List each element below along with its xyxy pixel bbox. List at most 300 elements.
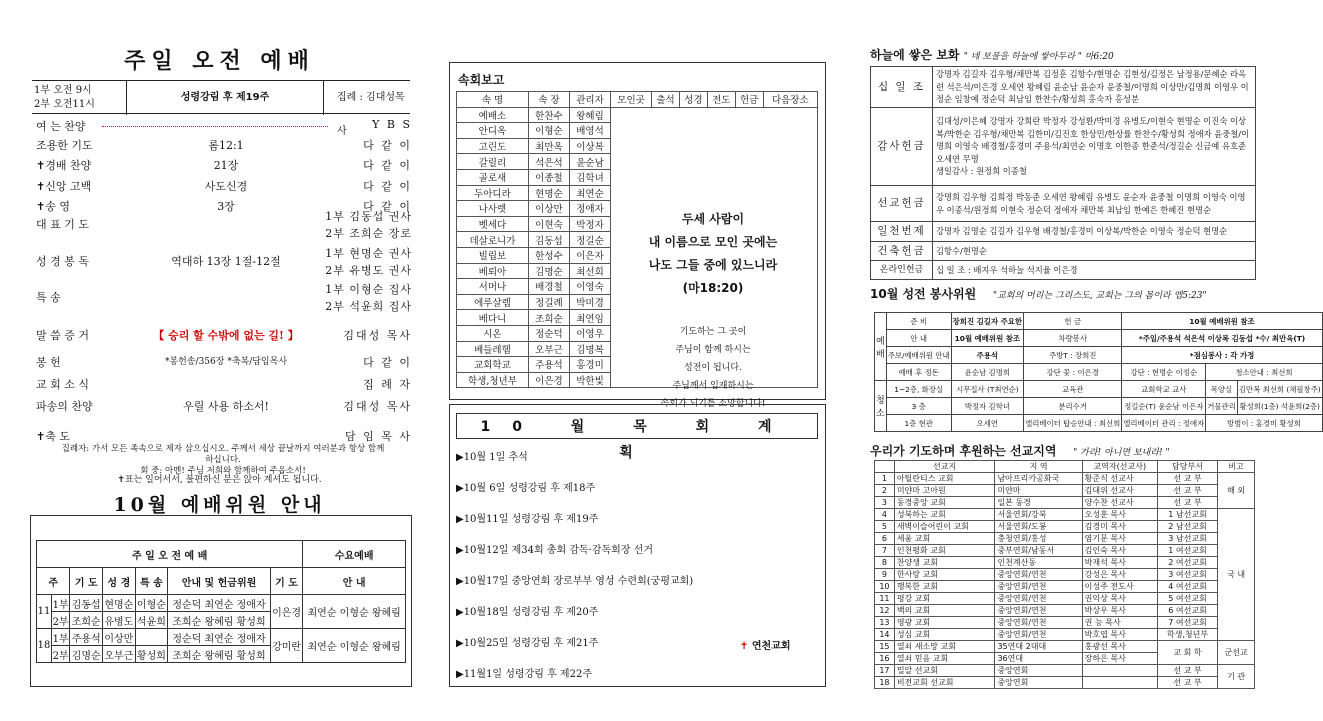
duty-wed-pray: 이은경 (270, 595, 303, 629)
duty-frame (30, 515, 412, 687)
cell-group-cell: 이상복 (569, 138, 610, 154)
mission-cell: 밀알 선교회 (894, 665, 995, 677)
offering-row (871, 67, 1256, 108)
mission-row (875, 521, 1255, 533)
mission-row (875, 509, 1255, 521)
row-label: 특 송 (36, 291, 61, 304)
mission-cell: 영광 교회 (894, 617, 995, 629)
serve-cell: 강단 : 현명순 이정순 (1122, 364, 1206, 381)
prayer-line-2: 주님이 함께 하시는 (675, 345, 751, 355)
mission-cell: 7 여선교회 (1157, 617, 1217, 629)
cell-group-cell: 예배소 (457, 107, 529, 123)
mission-cell: 중부연회/남동서 (995, 545, 1082, 557)
duty-cell: 황성희 (135, 646, 168, 663)
cell-group-cell: 골로새 (457, 169, 529, 185)
duty-cell: 이형순 (135, 595, 168, 612)
cell-group-cell: 윤순남 (569, 154, 610, 170)
mission-cell: 35연대 2대대 (995, 641, 1082, 653)
serve-cell: *점심봉사 : 각 가정 (1122, 347, 1322, 364)
time-first: 1부 오전 9시 (34, 85, 92, 96)
serve-cell: 10월 예배위원 참조 (951, 330, 1023, 347)
duty-cell: 정순덕 최연순 정애자 (168, 595, 271, 612)
mission-cell: 선 교 부 (1157, 665, 1217, 677)
mission-cell: 비전교회 선교회 (894, 677, 995, 689)
serve-row (875, 415, 1323, 432)
offering-row (871, 222, 1256, 242)
mission-cell: 11 (875, 593, 895, 605)
offering-names: 김항수/현명순 (933, 242, 1256, 261)
duty-cell: 조희순 (70, 612, 103, 629)
duty-title: 10월 예배위원 안내 (113, 494, 326, 516)
cell-group-cell: 이영우 (569, 325, 610, 341)
prayer-line-1: 기도하는 그 곳이 (679, 327, 747, 337)
cell-group-cell: 박정자 (569, 216, 610, 232)
mission-cell: 10 (875, 581, 895, 593)
row-person: 다 같 이 (363, 139, 412, 152)
worship-column (22, 0, 417, 721)
serve-cell: 10월 예배위원 참조 (1122, 313, 1322, 330)
mission-cell: 박재석 목사 (1082, 557, 1157, 569)
mission-cell: 오성훈 목사 (1082, 509, 1157, 521)
plan-item: ▶10월 6일 성령강림 후 제18주 (456, 483, 596, 494)
cell-group-cell: 한성수 (528, 247, 569, 263)
cell-group-cell: 정길순 (569, 232, 610, 248)
duty-wed-usher: 최연순 이형순 왕혜림 (303, 595, 406, 629)
serve-cell: 김만복 최선희 (채필창주) (1237, 381, 1322, 398)
cell-group-cell: 정애자 (569, 201, 610, 217)
cell-group-cell: 갈릴리 (457, 154, 529, 170)
cell-group-cell: 이현숙 (528, 216, 569, 232)
serve-side-worship: 예 배 (875, 313, 887, 381)
mission-note-gunseon: 군선교 (1218, 641, 1255, 665)
serve-row (875, 398, 1323, 415)
offering-names: 강명자 김명순 김길자 김우형 배경철/홍경미 이상복/박한순 이영숙 정순덕 현명순 (933, 222, 1256, 242)
scripture-verse (628, 208, 798, 300)
duty-cell: 주용석 (70, 629, 103, 646)
offering-kind: 일천번제 (871, 222, 933, 242)
mission-cell: 미얀마 (995, 485, 1082, 497)
serve-cell: 정길순(T) 윤순남 이은자 (1122, 398, 1206, 415)
row-person: 집 례 자 (363, 378, 412, 391)
mission-cell: 미얀마 고아원 (894, 485, 995, 497)
serve-row (875, 381, 1323, 398)
cell-group-cell: 벳세다 (457, 216, 529, 232)
serve-row (875, 313, 1323, 330)
mission-note-domestic: 국 내 (1218, 509, 1255, 641)
blessing-line-2: 회 중: 아멘! 주님 저희와 함께하여 주옵소서! (140, 466, 306, 476)
cell-group-cell: 이은자 (569, 247, 610, 263)
mission-cell: 7 (875, 545, 895, 557)
row-label: 말 씀 증 거 (36, 329, 89, 342)
mission-row (875, 617, 1255, 629)
mission-cell: 김경미 목사 (1082, 521, 1157, 533)
mission-cell: 4 여선교회 (1157, 581, 1217, 593)
duty-week: 11 (37, 595, 52, 629)
mission-cell: 선 교 부 (1157, 497, 1217, 509)
church-logo (740, 637, 791, 652)
cell-group-cell: 학생,청년부 (457, 372, 529, 388)
mission-cell: 3 남선교회 (1157, 533, 1217, 545)
cell-group-cell: 고린도 (457, 138, 529, 154)
mission-cell: 남아프리카공화국 (995, 473, 1082, 485)
serve-cell: 강단 꽃 : 이은경 (1024, 364, 1122, 381)
plan-item: ▶10월25일 성령강림 후 제21주 (456, 638, 599, 649)
service-times (34, 84, 95, 112)
time-second: 2부 오전11시 (34, 99, 95, 110)
duty-cell: 정순덕 최연순 정애자 (168, 629, 271, 646)
mission-row (875, 593, 1255, 605)
mission-cell: 중앙연회/연천 (995, 593, 1082, 605)
mission-row (875, 545, 1255, 557)
mission-row (875, 485, 1255, 497)
mission-cell: 선 교 부 (1157, 473, 1217, 485)
col-wed-usher: 안 내 (303, 568, 406, 595)
serve-row (875, 347, 1323, 364)
mission-cell: 13 (875, 617, 895, 629)
cell-group-column (449, 0, 829, 721)
mission-cell: 2 여선교회 (1157, 557, 1217, 569)
cell-group-cell: 최연순 (569, 185, 610, 201)
plan-item: ▶10월12일 제34회 총회 감독·감독회장 선거 (456, 545, 653, 556)
mission-row (875, 581, 1255, 593)
row-person: 2부 석윤희 집사 (325, 300, 412, 313)
col-bible: 성 경 (103, 568, 136, 595)
worship-row (36, 398, 412, 428)
cell-group-cell: 데살로니가 (457, 232, 529, 248)
row-label: ✝신앙 고백 (36, 180, 92, 193)
serve-cell: 윤순남 김명희 (951, 364, 1023, 381)
cell-group-cell: 배경철 (528, 279, 569, 295)
plan-item: ▶11월1일 성령강림 후 제22주 (456, 669, 592, 680)
mission-cell: 백의 교회 (894, 605, 995, 617)
cell-group-cell: 이영숙 (569, 279, 610, 295)
mission-cell: 18 (875, 677, 895, 689)
mission-cell: 1 여선교회 (1157, 545, 1217, 557)
offering-row (871, 186, 1256, 222)
cell-group-cell: 이종철 (528, 169, 569, 185)
serve-cell: 엘리베이터 탑승안내 : 최선희 (1024, 415, 1122, 432)
serve-cell: 안 내 (886, 330, 951, 347)
row-person: 다 같 이 (363, 356, 412, 369)
serve-cell: 헌 금 (1024, 313, 1122, 330)
mission-cell: 권익상 목사 (1082, 593, 1157, 605)
mission-note-agency: 기 관 (1218, 665, 1255, 689)
offering-kind: 십 일 조 (871, 67, 933, 108)
cell-col-header: 다음장소 (763, 92, 817, 108)
cell-group-cell: 배영석 (569, 123, 610, 139)
row-label: 여 는 찬양 (36, 120, 86, 133)
duty-week: 18 (37, 629, 52, 663)
duty-sunday-header: 주 일 오 전 예 배 (37, 541, 303, 568)
cell-report-frame (449, 62, 826, 409)
offering-verse: " 네 보물을 하늘에 쌓아두라 " 마6:20 (963, 52, 1114, 62)
cell-group-cell: 주용석 (528, 357, 569, 373)
serve-cell: 3 층 (886, 398, 951, 415)
cell-group-cell: 최선희 (569, 263, 610, 279)
standing-note: ✝표는 일어서서, 불편하신 분은 앉아 계셔도 됩니다. (117, 475, 322, 485)
mission-cell: 열쇠 믿음 교회 (894, 653, 995, 665)
cell-group-cell: 김명복 (569, 341, 610, 357)
mission-row (875, 605, 1255, 617)
mission-cell: 김대위 선교사 (1082, 485, 1157, 497)
serve-cell: 예배 후 정돈 (886, 364, 951, 381)
cell-group-cell: 홍경미 (569, 357, 610, 373)
cell-col-header: 모인곳 (611, 92, 652, 108)
serve-cell: 주보/예배위원 안내 (886, 347, 951, 364)
mission-cell: 중앙연회 (995, 665, 1082, 677)
serve-cell: 엘리베이터 관리 : 정애자 (1122, 415, 1206, 432)
mission-col-header (875, 461, 895, 473)
serve-verse: "교회의 머리는 그리스도, 교회는 그의 몸이라 엡5:23" (992, 291, 1207, 301)
mission-cell: 8 (875, 557, 895, 569)
serve-cell: 목양실 (1206, 381, 1238, 398)
mission-cell: 서울연회/강북 (995, 509, 1082, 521)
offering-row (871, 261, 1256, 280)
offering-heading: 하늘에 쌓은 보화 (870, 48, 960, 62)
col-usher: 안내 및 헌금위원 (168, 568, 271, 595)
mission-cell: 17 (875, 665, 895, 677)
mission-cell: 세움 교회 (894, 533, 995, 545)
cell-group-cell: 김학녀 (569, 169, 610, 185)
mission-cell: 박호엽 목사 (1082, 629, 1157, 641)
cell-col-header: 전도 (707, 92, 735, 108)
offering-names: 강명희 김우형 김희정 박동준 오세연 왕혜림 유병도 윤순자 윤중철 이명희 이영숙 이영우 이종석/원정희 이현숙 정순덕 정애자 채만복 최남임 한예은 한혜진 현명순 (933, 186, 1256, 222)
row-label: 봉 헌 (36, 356, 61, 369)
offering-title (870, 46, 1114, 63)
row-person: Y B S (372, 118, 412, 131)
cell-group-cell: 나사렛 (457, 201, 529, 217)
mission-cell: 15 (875, 641, 895, 653)
row-content: 【 승리 할 수밖에 없는 길! 】 (153, 329, 299, 342)
mission-cell: 일본 동경 (995, 497, 1082, 509)
row-label: 파송의 찬양 (36, 400, 93, 413)
duty-cell: 석윤희 (135, 612, 168, 629)
prayer-message (628, 323, 798, 413)
worship-row (36, 327, 412, 357)
cell-col-header: 출석 (652, 92, 680, 108)
cell-group-cell: 이형순 (528, 123, 569, 139)
mission-cell: 학생,청년부 (1157, 629, 1217, 641)
mission-col-header: 지 역 (995, 461, 1082, 473)
blessing-line: 집례자: 가서 모든 족속으로 제자 삼으십시오. 주께서 세상 끝날까지 여러분과 항상 함께하십니다. (61, 444, 385, 465)
row-label: ✝경배 찬양 (36, 159, 92, 172)
col-week: 주 (37, 568, 70, 595)
mission-cell: 중앙연회/연천 (995, 617, 1082, 629)
mission-cell: 인천평화 교회 (894, 545, 995, 557)
mission-cell: 성심 교회 (894, 629, 995, 641)
serve-heading: 10월 성전 봉사위원 (870, 287, 977, 301)
mission-verse: " 가라! 아니면 보내라! " (1073, 448, 1170, 458)
row-person: 2부 유병도 권사 (325, 264, 412, 277)
col-pray: 기 도 (70, 568, 103, 595)
duty-cell: 1부 (51, 629, 70, 646)
row-label: 조용한 기도 (36, 139, 93, 152)
mission-cell: 6 (875, 533, 895, 545)
duty-cell: 오부근 (103, 646, 136, 663)
duty-cell: 2부 (51, 646, 70, 663)
verse-line-3: 나도 그들 중에 있느니라 (648, 258, 778, 272)
row-content: 사도신경 (204, 180, 248, 193)
cell-group-row (457, 107, 818, 123)
mission-cell: 중앙연회/연천 (995, 569, 1082, 581)
mission-cell: 14 (875, 629, 895, 641)
mission-cell: 장하은 목사 (1082, 653, 1157, 665)
cell-group-cell: 안디옥 (457, 123, 529, 139)
serve-cell: 황성희(1층) 석윤희(2층) (1237, 398, 1322, 415)
worship-row (36, 283, 412, 319)
mission-cell: 염기문 목사 (1082, 533, 1157, 545)
row-label: 대 표 기 도 (36, 218, 89, 231)
mission-cell: 9 (875, 569, 895, 581)
mission-cell: 5 여선교회 (1157, 593, 1217, 605)
mission-row (875, 677, 1255, 689)
church-name: 연천교회 (751, 641, 791, 652)
cell-group-cell: 왕혜림 (569, 107, 610, 123)
row-content: 21장 (213, 159, 239, 172)
cell-group-cell: 최연임 (569, 310, 610, 326)
mission-cell: 중앙연회/연천 (995, 629, 1082, 641)
serve-cell: *주일/주용석 석은석 이상복 김동섭 *수/ 최만옥(T) (1122, 330, 1322, 347)
mission-col-header: 비고 (1218, 461, 1255, 473)
mission-cell: 중앙연회/연천 (995, 605, 1082, 617)
cell-group-cell: 에루살렘 (457, 294, 529, 310)
duty-cell: 현명순 (103, 595, 136, 612)
offering-table (870, 66, 1256, 280)
mission-cell: 6 여선교회 (1157, 605, 1217, 617)
plan-item: ▶10월17일 중앙연회 장로부부 영성 수련회(궁평교회) (456, 576, 694, 587)
worship-row (36, 247, 412, 283)
offering-names: 김대성/이은혜 강명자 강희란 박정자 강성환/박미경 유병도/이현숙 현명순 이진숙 이상복/박한순 김우형/채만복 김한미/김진호 한상민/한상률 한찬수/황성희 정애자 윤중철/이명희 이영숙 배경철/홍경미 주용석/최연순 이명호 이한종 한준석/정길순 신금예 유호준 오세연 무명 생일감사 : 원정희 이종철 (933, 108, 1256, 186)
cell-col-header: 헌금 (735, 92, 763, 108)
cell-group-cell: 정순덕 (528, 325, 569, 341)
mission-cell: 권 능 목사 (1082, 617, 1157, 629)
pastoral-plan-title: 10 월 목 회 계 획 (456, 413, 818, 439)
cell-group-cell: 최만옥 (528, 138, 569, 154)
serve-cell: 교육관 (1024, 381, 1122, 398)
cell-group-cell: 현명순 (528, 185, 569, 201)
plan-item: ▶10월18일 성령강림 후 제20주 (456, 607, 599, 618)
verse-line-1: 두세 사람이 (681, 212, 745, 226)
offering-column (870, 0, 1321, 721)
mission-title-row (870, 442, 1170, 459)
duty-cell: 1부 (51, 595, 70, 612)
duty-cell: 조희순 왕혜림 황성희 (168, 612, 271, 629)
worship-row (36, 210, 412, 246)
mission-cell: 한사랑 교회 (894, 569, 995, 581)
mission-cell (1082, 665, 1157, 677)
mission-row (875, 569, 1255, 581)
row-person: 2부 조희순 장로 (325, 227, 412, 240)
serve-cell: 청소안내 : 최선희 (1206, 364, 1322, 381)
mission-row (875, 665, 1255, 677)
verse-ref: (마18:20) (682, 281, 744, 295)
cell-col-header: 속 명 (457, 92, 529, 108)
cell-group-cell: 교회학교 (457, 357, 529, 373)
cell-group-cell: 김동섭 (528, 232, 569, 248)
mission-cell: 3 여선교회 (1157, 569, 1217, 581)
row-person: 다 같 이 (363, 180, 412, 193)
mission-cell: 3 (875, 497, 895, 509)
duty-row (37, 595, 406, 612)
offering-kind: 온라인헌금 (871, 261, 933, 280)
cell-group-cell: 이상만 (528, 201, 569, 217)
cell-group-cell: 정길례 (528, 294, 569, 310)
mission-cell (1082, 677, 1157, 689)
duty-cell: 유병도 (103, 612, 136, 629)
serve-cell: 거물관리 (1206, 398, 1238, 415)
cell-col-header: 관리자 (569, 92, 610, 108)
serve-cell: 분리수거 (1024, 398, 1122, 415)
offering-kind: 건축헌금 (871, 242, 933, 261)
mission-row (875, 533, 1255, 545)
cell-group-cell: 시온 (457, 325, 529, 341)
mission-cell: 황준식 선교사 (1082, 473, 1157, 485)
mission-cell: 5 (875, 521, 895, 533)
serve-side-clean: 청 소 (875, 381, 887, 432)
cell-group-cell: 베다니 (457, 310, 529, 326)
mission-cell: 2 (875, 485, 895, 497)
mission-cell: 4 (875, 509, 895, 521)
duty-cell (135, 629, 168, 646)
row-person: 다 같 이 (363, 159, 412, 172)
mission-cell: 인천계산동 (995, 557, 1082, 569)
row-person: 1부 이형순 집사 (325, 283, 412, 296)
serve-row (875, 330, 1323, 347)
cell-group-cell: 박미경 (569, 294, 610, 310)
cell-group-cell: 베들레헴 (457, 341, 529, 357)
row-person: 1부 현명순 권사 (325, 247, 412, 260)
mission-row (875, 629, 1255, 641)
mission-cell: 충청연회/홍성 (995, 533, 1082, 545)
mission-row (875, 473, 1255, 485)
cell-group-cell: 오부근 (528, 341, 569, 357)
mission-cell: 동경중앙 교회 (894, 497, 995, 509)
leader-label: 집례 : 김대성목사 (337, 92, 405, 137)
plan-item: ▶10월11일 성령강림 후 제19주 (456, 514, 599, 525)
row-person: 다 같 이 (363, 200, 412, 213)
mission-cell: 홍광선 목사 (1082, 641, 1157, 653)
duty-table (36, 540, 406, 663)
mission-cell: 서울연회/도봉 (995, 521, 1082, 533)
mission-cell: 박상우 목사 (1082, 605, 1157, 617)
mission-heading: 우리가 기도하며 후원하는 선교지역 (870, 444, 1057, 458)
mission-cell: 행복한 교회 (894, 581, 995, 593)
duty-wed-usher: 최연순 이형순 왕혜림 (303, 629, 406, 663)
serve-cell: 1층 현관 (886, 415, 951, 432)
mission-cell: 1 남선교회 (1157, 509, 1217, 521)
cell-col-header: 성경 (679, 92, 707, 108)
offering-kind: 선교헌금 (871, 186, 933, 222)
plan-item: ▶10월 1일 추석 (456, 452, 528, 463)
mission-cell: 16 (875, 653, 895, 665)
row-person: 김대성 목사 (343, 400, 412, 413)
duty-cell: 김명순 (70, 646, 103, 663)
cell-group-cell: 서머나 (457, 279, 529, 295)
cell-group-cell: 김명순 (528, 263, 569, 279)
duty-cell: 2부 (51, 612, 70, 629)
mission-cell: 36연대 (995, 653, 1082, 665)
offering-names: 십 일 조 : 배지우 석하늘 석지율 이은경 (933, 261, 1256, 280)
cell-group-cell: 조희순 (528, 310, 569, 326)
mission-cell: 12 (875, 605, 895, 617)
row-label: 성 경 봉 독 (36, 255, 89, 268)
cell-group-cell: 베뢰아 (457, 263, 529, 279)
cell-group-cell: 두아디라 (457, 185, 529, 201)
serve-title-row (870, 285, 1207, 302)
serve-cell: 박정자 김학녀 (951, 398, 1023, 415)
serve-cell: 장희진 김길자 주요한 (951, 313, 1023, 330)
serve-cell: 주용석 (951, 347, 1023, 364)
